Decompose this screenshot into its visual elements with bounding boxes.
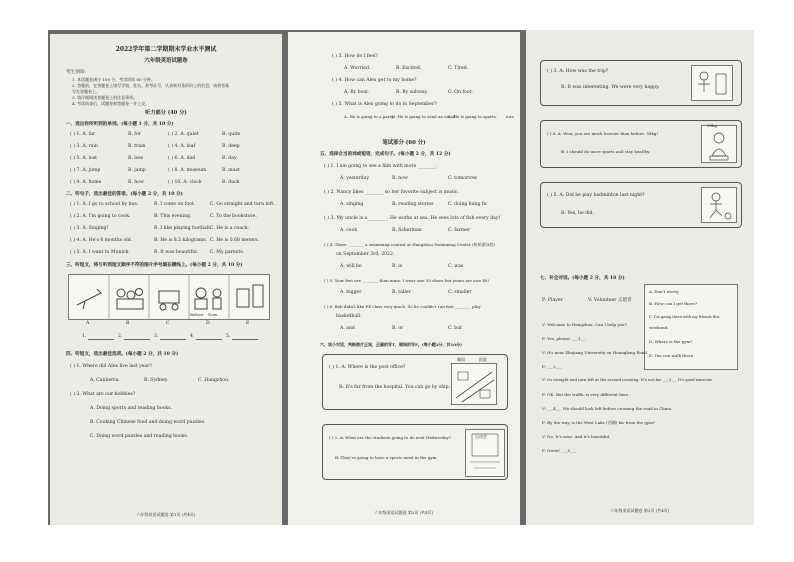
dialogue-box bbox=[322, 424, 508, 480]
dialogue-box bbox=[322, 354, 508, 410]
option-text: C. Hangzhou. bbox=[198, 378, 230, 383]
option-text: C. but bbox=[448, 326, 463, 331]
dialogue-line: ( ) 4. A: Wow, you are much heavier than before. 58kg! bbox=[547, 131, 659, 136]
dialogue-box bbox=[540, 60, 742, 106]
dialogue-line: ( ) 1. A: Where is the post office? bbox=[329, 365, 406, 370]
option-text: B. Excited. bbox=[396, 66, 422, 71]
map-sign: 邮局 bbox=[457, 357, 465, 362]
option-text: A. Doing sports and reading books. bbox=[90, 406, 173, 411]
exam-page-2 bbox=[288, 32, 520, 525]
picture-caption: Before bbox=[190, 312, 204, 317]
dialogue-line: ( ) 3. A: How was the trip? bbox=[547, 69, 609, 74]
option-text: C. On foot. bbox=[448, 90, 473, 95]
option-text: A. cook bbox=[340, 228, 358, 233]
picture-caption: Now bbox=[208, 312, 218, 317]
answer-blank-label: 4. bbox=[190, 334, 195, 339]
dialogue-line: V: No. It's near. And it's beautiful. bbox=[542, 434, 611, 439]
question-text: ( ) 1. I am going to see a film with more ________. bbox=[324, 164, 438, 169]
dialogue-line: P: Yes, please. ___1___ bbox=[542, 336, 587, 341]
dialogue-line: P: By the way, is the West Lake (西湖) far from the gym? bbox=[542, 420, 656, 425]
options-box bbox=[644, 284, 738, 370]
option-text: C. smaller bbox=[448, 290, 472, 295]
option-text: A. and bbox=[340, 326, 355, 331]
option-text: B. is bbox=[392, 264, 403, 269]
notice-line: 2. 答题前，在答题卷上填写学校、姓名、准考证号，认真核对条形码上的信息，请将答案 bbox=[72, 83, 230, 88]
picture-label: B bbox=[126, 321, 130, 326]
margin-text: iors bbox=[506, 114, 514, 119]
option-text: B. fisherman bbox=[392, 228, 422, 233]
answer-blank-label: 3. bbox=[154, 334, 159, 339]
question-text: ( ) 5. Your feet are ________ than mine. I wear size 35 shoes but yours are size 40! bbox=[324, 278, 490, 283]
answer-blank-label: 5. bbox=[226, 334, 231, 339]
page-footer: 六年级英语试题卷 第2页 (共4页) bbox=[374, 510, 434, 515]
dialogue-line: B: They're going to have a sports meet in the gym. bbox=[335, 455, 438, 460]
option-text: B. How can I get there? bbox=[649, 301, 698, 306]
option-text: C. farmer bbox=[448, 228, 471, 233]
option-text: C. I'm going there with my friends this bbox=[649, 315, 720, 319]
option-text: B. reading stories bbox=[392, 202, 434, 207]
option-text: C. was bbox=[448, 264, 464, 269]
map-picture bbox=[451, 363, 497, 405]
option-text: B. By subway. bbox=[396, 90, 429, 95]
football-illustration bbox=[702, 188, 736, 222]
question-text: ( ) 4. There ________ a swimming contest at Hangzhou Swimming Center (杭州游泳馆) bbox=[324, 242, 496, 247]
option-text: A. He is going to a party. bbox=[344, 114, 395, 119]
dialogue-line: P: Great! ___5___ bbox=[542, 448, 577, 453]
answer-blank[interactable] bbox=[196, 339, 222, 340]
dialogue-box bbox=[540, 182, 742, 228]
option-text: A. singing bbox=[340, 202, 364, 207]
question-text: ( ) 6. Bob didn't like PE class very much. So he couldn't run fast ________ play bbox=[324, 304, 481, 309]
exam-page-1: 2022学年第二学期期末学业水平测试 六年级英语试题卷 考生须知: 1. 本试题卷满分 100 分，考试时间 60 分钟。 2. 答题前，在答题卷上填写学校、姓名、准考证号，认真核对条形码上的信息，请将答案 写在答题卷上。 3. 请仔细阅读答题卷上的注意事项。 4. 考试结束后，试题卷和答题卷一并上交。 听力部分 (40 分) 一、选出你所听到的单词。(每小题 1 分，共 10 分) ( ) 1. A. far B. for ( ) 2. A. quiet B. quite ( ) 3. A. rain B. train ( ) 4. A. leaf B. deep ( ) 5. A. lost B. loss ( ) 6. A. dad B. day ( ) 7. A. jump B. jamp ( ) 8. A. museum B. must ( ) 9. A. home B. how ( ) 10. A. clock B. duck 二、听句子，选出最佳的答语。(每小题 2 分，共 10 分) ( ) 1. A. I go to school by bus. B. I come on foot. C. Go straight and turn left. ( ) 2. A. I'm going to cook. B. This evening. C. To the bookstore. ( ) 3. A. Singing! B. I like playing football. C. He is a coach. ( ) 4. A. He's 6 months old. B. He is 8.5 kilograms. C. He is 0.68 meters. ( ) 5. A. I want to Munich. B. It was beautiful. C. My parents. 三、听短文，将与听到短文顺序不符的图片序号填在横线上。(每小题 2 分，共 10 分) Before Now A B C D E 1. 2. 3. 4. 5. 四、听短文，选出最佳选项。(每小题 2 分，共 10 分) ( ) 1. Where did Alex live last year? A. Canberra. B. Sydney. C. Hangzhou. ( ) 2. What are our hobbies? A. Doing sports and reading books. B. Cooking Chinese food and doing word puzzles. C. Doing word puzzles and reading books. 六年级英语试题卷 第1页 (共4页) bbox=[50, 34, 282, 525]
option-text: B. Sydney. bbox=[144, 378, 169, 383]
dialogue-box bbox=[540, 120, 742, 168]
option-text: A. Worried. bbox=[344, 66, 371, 71]
option-text: weekend. bbox=[649, 325, 669, 330]
answer-blank[interactable] bbox=[88, 339, 114, 340]
option-text: B. or bbox=[392, 326, 404, 331]
role-label: P: Player bbox=[542, 298, 563, 303]
writing-part-title: 笔试部分 (60 分) bbox=[382, 140, 426, 146]
option-text: E. You can walk there. bbox=[649, 353, 695, 358]
answer-blank[interactable] bbox=[160, 339, 186, 340]
section-6-title: 六、读小对话，判断图片正误，正确的写T，错误的写F。(每小题2分，共10分) bbox=[320, 342, 462, 347]
picture-label: C bbox=[166, 321, 170, 326]
scale-illustration bbox=[702, 126, 736, 162]
scale-label: 58kg bbox=[707, 123, 718, 128]
option-text: B. He is going to send an email. bbox=[392, 114, 457, 119]
notice-line: 3. 请仔细阅读答题卷上的注意事项。 bbox=[72, 95, 138, 100]
page-footer: 六年级英语试题卷 第3页 (共4页) bbox=[610, 508, 670, 513]
answer-blank-label: 2. bbox=[118, 334, 123, 339]
map-sign: 医院 bbox=[479, 357, 487, 362]
scale-picture bbox=[701, 125, 737, 163]
picture-strip bbox=[68, 274, 270, 320]
notice-line: 写在答题卷上。 bbox=[72, 89, 100, 94]
option-text: C. doing kung fu bbox=[448, 202, 487, 207]
section-7-title: 七、补全对话。(每小题 2 分，共 10 分) bbox=[540, 276, 625, 281]
option-text: B. now bbox=[392, 176, 408, 181]
option-text: A. Don't worry. bbox=[649, 289, 680, 294]
question-text: ( ) 3. How do I feel? bbox=[332, 54, 379, 59]
dialogue-line: B: It's far from the hospital. You can go by ship. bbox=[339, 385, 451, 390]
question-text: ( ) 4. How can Alex get to my home? bbox=[332, 78, 417, 83]
exam-title: 2022学年第二学期期末学业水平测试 bbox=[115, 46, 217, 53]
option-text: B. taller bbox=[392, 290, 411, 295]
question-text: basketball. bbox=[336, 314, 362, 319]
dialogue-line: V: It's near Zhejiang University on Huanglong Road. bbox=[542, 350, 649, 355]
option-text: A. By boat. bbox=[344, 90, 370, 95]
exam-page-3 bbox=[526, 30, 754, 525]
page-footer: 六年级英语试题卷 第1页 (共4页) bbox=[136, 512, 196, 517]
option-text: D. Where is the gym? bbox=[649, 339, 693, 344]
picture-label: D bbox=[206, 321, 210, 326]
dialogue-line: V: Go straight and turn left at the second crossing. It's not far. ___3___ It's good exercise. bbox=[542, 377, 714, 382]
dialogue-line: ( ) 5. A: Did he play badminton last night? bbox=[547, 193, 645, 198]
option-text: C. tomorrow bbox=[448, 176, 478, 181]
option-text: C. He is going to sports. bbox=[448, 114, 497, 119]
listening-part-title: 听力部分 (40 分) bbox=[145, 110, 187, 116]
section-2-title: 二、听句子，选出最佳的答语。(每小题 2 分，共 10 分) bbox=[66, 192, 183, 197]
dialogue-line: P: ___2___ bbox=[542, 364, 562, 369]
role-label: V: Volunteer 志愿者 bbox=[588, 298, 632, 303]
picture-label: A bbox=[86, 321, 90, 326]
section-4-title: 四、听短文，选出最佳选项。(每小题 2 分，共 10 分) bbox=[66, 352, 179, 357]
board-text: 运动会 bbox=[475, 434, 487, 439]
section-1-title: 一、选出你所听到的单词。(每小题 1 分，共 10 分) bbox=[66, 122, 174, 127]
answer-blank[interactable] bbox=[232, 339, 258, 340]
question-text: on September 3rd, 2022. bbox=[336, 252, 395, 257]
option-text: C. Doing word puzzles and reading books. bbox=[90, 434, 189, 439]
dialogue-line: B: It was interesting. We were very happy. bbox=[561, 85, 660, 90]
exam-photo bbox=[48, 30, 754, 525]
map-illustration bbox=[452, 364, 496, 404]
question-text: ( ) 2. Nancy likes ________ so her favorite subject is music. bbox=[324, 190, 459, 195]
option-text: B. Cooking Chinese food and doing word puzzles. bbox=[90, 420, 206, 425]
notice-head: 考生须知: bbox=[66, 70, 86, 75]
question-text: ( ) 1. Where did Alex live last year? bbox=[70, 364, 152, 369]
question-text: ( ) 3. My uncle is a ________. He works at sea. He sees lots of fish every day! bbox=[324, 216, 501, 221]
option-text: C. Tired. bbox=[448, 66, 469, 71]
dialogue-line: V: ___4___ We should look left before crossing the road in China. bbox=[542, 406, 673, 411]
trip-picture bbox=[691, 65, 733, 101]
section-5-title: 五、选择合当的词或短语，完成句子。(每小题 2 分，共 12 分) bbox=[320, 152, 451, 157]
section-3-title: 三、听短文，将与听到短文顺序不符的图片序号填在横线上。(每小题 2 分，共 10 分) bbox=[66, 263, 243, 268]
option-text: A. Canberra. bbox=[90, 378, 120, 383]
dialogue-line: B: Yes, he did. bbox=[561, 211, 594, 216]
dialogue-line: P: OK. But the traffic is very different here. bbox=[542, 392, 630, 397]
answer-blank[interactable] bbox=[124, 339, 150, 340]
picture-label: E bbox=[246, 321, 250, 326]
notice-line: 1. 本试题卷满分 100 分，考试时间 60 分钟。 bbox=[72, 77, 155, 82]
dialogue-line: V: Welcome to Hangzhou. Can I help you? bbox=[542, 322, 627, 327]
trip-illustration bbox=[692, 66, 732, 100]
exam-subtitle: 六年级英语试题卷 bbox=[144, 58, 188, 64]
football-picture bbox=[701, 187, 737, 223]
answer-blank-label: 1. bbox=[82, 334, 87, 339]
question-text: ( ) 5. What is Alex going to do in September? bbox=[332, 102, 437, 107]
option-text: A. will be bbox=[340, 264, 362, 269]
dialogue-line: ( ) 2. A: What are the students going to do next Wednesday? bbox=[329, 435, 451, 440]
option-text: A. bigger bbox=[340, 290, 362, 295]
notice-line: 4. 考试结束后，试题卷和答题卷一并上交。 bbox=[72, 101, 150, 106]
dialogue-line: B: I should do more sports and stay healthy. bbox=[561, 149, 651, 154]
question-text: ( ) 2. What are our hobbies? bbox=[70, 392, 136, 397]
option-text: A. yesterday bbox=[340, 176, 369, 181]
pictures-illustration bbox=[69, 275, 269, 319]
